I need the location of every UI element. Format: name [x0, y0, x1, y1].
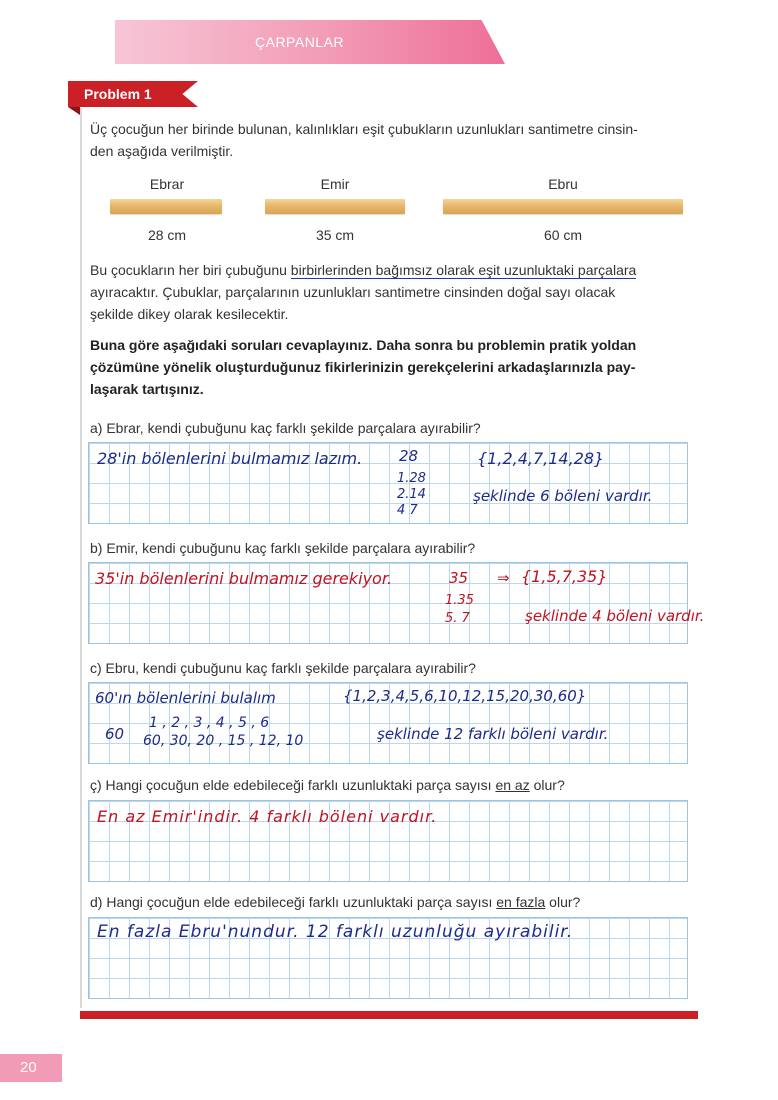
para2-line-3: şekilde dikey olarak kesilecektir. — [90, 306, 289, 322]
answer-b-text: 35'in bölenlerini bulmamız gerekiyor. — [95, 569, 393, 588]
question-c-cedilla — [90, 774, 565, 796]
frame-line — [80, 108, 82, 1008]
question-a: a) Ebrar, kendi çubuğunu kaç farklı şekilde parçalara ayırabilir? — [90, 420, 481, 436]
question-d — [90, 891, 580, 913]
answer-b-set: {1,5,7,35} — [521, 567, 608, 586]
bottom-bar — [80, 1011, 698, 1019]
page-number: 20 — [20, 1059, 37, 1076]
instruction-line-2: çözümüne yönelik oluşturduğunuz fikirlerinizin gerekçelerini arkadaşlarınızla pay- — [90, 359, 636, 375]
question-c: c) Ebru, kendi çubuğunu kaç farklı şekilde parçalara ayırabilir? — [90, 660, 476, 676]
answer-a-pair-3: 4 7 — [397, 503, 418, 518]
problem-label: Problem 1 — [84, 86, 152, 102]
answer-grid-c — [88, 682, 688, 764]
question-c-cedilla-end: olur? — [529, 777, 565, 793]
answer-c-text: 60'ın bölenlerini bulalım — [95, 689, 276, 707]
para2-line-1-start: Bu çocukların her biri çubuğunu — [90, 262, 291, 278]
answer-a-pair-2: 2.14 — [397, 487, 426, 502]
answer-c-set: {1,2,3,4,5,6,10,12,15,20,30,60} — [343, 687, 587, 705]
answer-a-text: 28'in bölenlerini bulmamız lazım. — [97, 449, 363, 468]
stick-ebrar — [110, 199, 222, 214]
answer-b-pair-1: 1.35 — [445, 593, 474, 608]
question-c-cedilla-start: ç) Hangi çocuğun elde edebileceği farklı uzunluktaki parça sayısı — [90, 777, 496, 793]
stick-name-emir: Emir — [320, 176, 350, 192]
question-c-cedilla-underlined: en az — [495, 777, 530, 793]
stick-ebru — [443, 199, 683, 214]
para2-line-2: ayıracaktır. Çubuklar, parçalarının uzunlukları santimetre cinsinden doğal sayı olacak — [90, 284, 616, 300]
instruction-line-1: Buna göre aşağıdaki soruları cevaplayınız. Daha sonra bu problemin pratik yoldan — [90, 337, 637, 353]
answer-b-pair-2: 5. 7 — [445, 611, 470, 626]
answer-a-pair-1: 1.28 — [397, 471, 426, 486]
answer-grid-b — [88, 562, 705, 644]
answer-a-set: {1,2,4,7,14,28} — [477, 449, 605, 468]
question-d-end: olur? — [545, 894, 581, 910]
answer-grid-d — [88, 917, 688, 999]
answer-b-result: şeklinde 4 böleni vardır. — [525, 607, 705, 625]
stick-length-emir: 35 cm — [315, 227, 355, 243]
answer-grid-a — [88, 442, 688, 524]
stick-emir — [265, 199, 405, 214]
instruction-line-3: laşarak tartışınız. — [90, 381, 204, 397]
question-b: b) Emir, kendi çubuğunu kaç farklı şekilde parçalara ayırabilir? — [90, 540, 476, 556]
answer-b-number: 35 — [449, 569, 469, 587]
answer-c-row-1: 1 , 2 , 3 , 4 , 5 , 6 — [149, 715, 270, 731]
question-d-underlined: en fazla — [496, 894, 546, 910]
stick-name-ebrar: Ebrar — [149, 176, 185, 192]
question-d-start: d) Hangi çocuğun elde edebileceği farklı uzunluktaki parça sayısı — [90, 894, 497, 910]
answer-a-result: şeklinde 6 böleni vardır. — [473, 487, 653, 505]
answer-d-text: En fazla Ebru'nundur. 12 farklı uzunluğu ayırabilir. — [97, 922, 574, 942]
chapter-title: ÇARPANLAR — [255, 34, 345, 50]
answer-grid-c-cedilla — [88, 800, 688, 882]
stick-length-ebru: 60 cm — [543, 227, 583, 243]
answer-a-number: 28 — [399, 447, 419, 465]
para2-underlined: birbirlerinden bağımsız olarak eşit uzunluktaki parçalara — [290, 262, 637, 278]
answer-c-result: şeklinde 12 farklı böleni vardır. — [377, 725, 609, 743]
intro-line-2: den aşağıda verilmiştir. — [90, 143, 234, 159]
stick-name-ebru: Ebru — [548, 176, 578, 192]
problem-tag-fold — [68, 107, 80, 115]
answer-c-row-2: 60, 30, 20 , 15 , 12, 10 — [143, 733, 304, 749]
stick-length-ebrar: 28 cm — [147, 227, 187, 243]
intro-line-1: Üç çocuğun her birinde bulunan, kalınlıkları eşit çubukların uzunlukları santimetre cinsin- — [90, 121, 638, 137]
answer-c-cedilla-text: En az Emir'indir. 4 farklı böleni vardır. — [97, 807, 438, 826]
para2-line-1 — [90, 259, 636, 281]
answer-b-arrow: ⇒ — [497, 569, 510, 587]
answer-c-number: 60 — [105, 725, 125, 743]
